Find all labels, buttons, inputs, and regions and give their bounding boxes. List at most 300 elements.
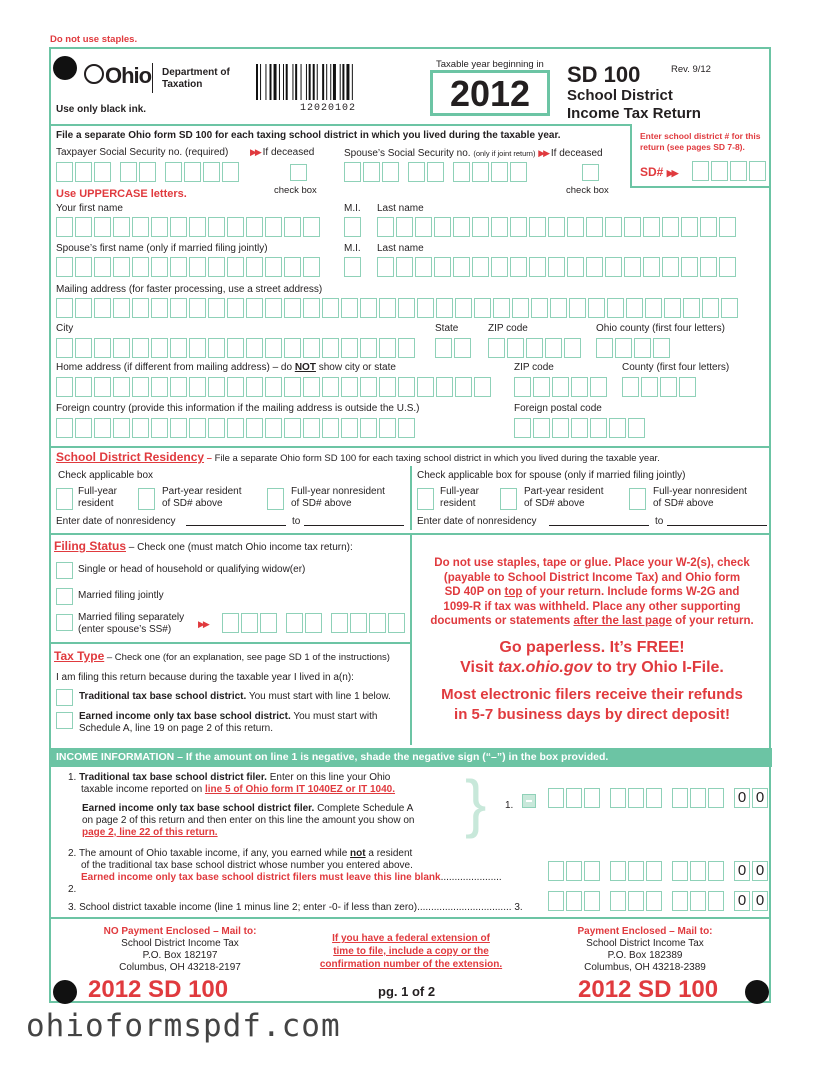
date-to-line[interactable]	[304, 525, 404, 526]
char-box[interactable]	[719, 257, 736, 277]
char-box[interactable]	[189, 338, 206, 358]
home-zip-field[interactable]	[514, 377, 609, 397]
char-box[interactable]	[75, 257, 92, 277]
char-box[interactable]	[56, 298, 73, 318]
char-box[interactable]	[360, 338, 377, 358]
char-box[interactable]	[586, 257, 603, 277]
char-box[interactable]	[427, 162, 444, 182]
line1-amount-digit[interactable]	[584, 788, 600, 808]
char-box[interactable]	[510, 162, 527, 182]
char-box[interactable]	[512, 298, 529, 318]
char-box[interactable]	[75, 217, 92, 237]
char-box[interactable]	[75, 298, 92, 318]
char-box[interactable]	[94, 418, 111, 438]
line3-amount-digit[interactable]	[628, 891, 644, 911]
char-box[interactable]	[643, 257, 660, 277]
char-box[interactable]	[398, 418, 415, 438]
char-box[interactable]	[683, 298, 700, 318]
char-box[interactable]	[529, 257, 546, 277]
char-box[interactable]	[227, 257, 244, 277]
char-box[interactable]	[360, 418, 377, 438]
char-box[interactable]	[545, 338, 562, 358]
registration-dot-bottom-right	[745, 980, 769, 1004]
line3-amount-digit[interactable]	[566, 891, 582, 911]
char-box[interactable]	[645, 298, 662, 318]
char-box[interactable]	[241, 613, 258, 633]
char-box[interactable]	[246, 217, 263, 237]
char-box[interactable]	[222, 162, 239, 182]
line1-amount-digit[interactable]	[610, 788, 626, 808]
char-box[interactable]	[641, 377, 658, 397]
char-box[interactable]	[170, 217, 187, 237]
char-box[interactable]	[170, 338, 187, 358]
char-box[interactable]	[56, 257, 73, 277]
char-box[interactable]	[151, 418, 168, 438]
char-box[interactable]	[75, 418, 92, 438]
ohio-logo: Ohio	[84, 63, 151, 89]
spouse-ssn-part2[interactable]	[408, 162, 446, 182]
char-box[interactable]	[590, 377, 607, 397]
char-box[interactable]	[94, 257, 111, 277]
char-box[interactable]	[398, 338, 415, 358]
char-box[interactable]	[609, 418, 626, 438]
negative-sign-box[interactable]	[522, 794, 536, 808]
char-box[interactable]	[507, 338, 524, 358]
line2-amount-digit[interactable]	[708, 861, 724, 881]
char-box[interactable]	[491, 162, 508, 182]
char-box[interactable]	[189, 298, 206, 318]
char-box[interactable]	[132, 257, 149, 277]
char-box[interactable]	[415, 217, 432, 237]
char-box[interactable]	[189, 217, 206, 237]
char-box[interactable]	[434, 217, 451, 237]
char-box[interactable]	[189, 377, 206, 397]
char-box[interactable]	[453, 162, 470, 182]
char-box[interactable]	[436, 377, 453, 397]
char-box[interactable]	[472, 162, 489, 182]
line2-amount-digit[interactable]	[628, 861, 644, 881]
char-box[interactable]	[474, 298, 491, 318]
char-box[interactable]	[132, 217, 149, 237]
char-box[interactable]	[265, 418, 282, 438]
char-box[interactable]	[189, 418, 206, 438]
char-box[interactable]	[360, 377, 377, 397]
char-box[interactable]	[514, 377, 531, 397]
char-box[interactable]	[284, 338, 301, 358]
char-box[interactable]	[664, 298, 681, 318]
char-box[interactable]	[379, 418, 396, 438]
char-box[interactable]	[260, 613, 277, 633]
mfj-checkbox[interactable]	[56, 588, 73, 605]
char-box[interactable]	[284, 217, 301, 237]
char-box[interactable]	[548, 257, 565, 277]
char-box[interactable]	[474, 377, 491, 397]
line2-amount-digit[interactable]	[690, 861, 706, 881]
line3-amount-digit[interactable]	[610, 891, 626, 911]
char-box[interactable]	[730, 161, 747, 181]
char-box[interactable]	[533, 377, 550, 397]
char-box[interactable]	[113, 338, 130, 358]
char-box[interactable]	[284, 377, 301, 397]
char-box[interactable]	[265, 298, 282, 318]
char-box[interactable]	[246, 338, 263, 358]
char-box[interactable]	[113, 418, 130, 438]
char-box[interactable]	[435, 338, 452, 358]
char-box[interactable]	[571, 377, 588, 397]
char-box[interactable]	[322, 377, 339, 397]
spouse-ssn-part3[interactable]	[453, 162, 529, 182]
ssn-part1[interactable]	[56, 162, 113, 182]
char-box[interactable]	[453, 217, 470, 237]
char-box[interactable]	[607, 298, 624, 318]
spouse-mi-field[interactable]	[344, 257, 363, 277]
line3-text: 3. School district taxable income (line 1 minus line 2; enter -0- if less than zero).................................. 3.	[68, 902, 523, 913]
char-box[interactable]	[491, 257, 508, 277]
char-box[interactable]	[170, 377, 187, 397]
char-box[interactable]	[491, 217, 508, 237]
char-box[interactable]	[749, 161, 766, 181]
char-box[interactable]	[284, 298, 301, 318]
char-box[interactable]	[189, 257, 206, 277]
char-box[interactable]	[222, 613, 239, 633]
taxpayer-deceased-checkbox[interactable]	[290, 164, 307, 181]
char-box[interactable]	[382, 162, 399, 182]
line1-amount-digit[interactable]	[672, 788, 688, 808]
char-box[interactable]	[417, 298, 434, 318]
spouse-last-name-field[interactable]	[377, 257, 738, 277]
char-box[interactable]	[246, 418, 263, 438]
char-box[interactable]	[721, 298, 738, 318]
char-box[interactable]	[303, 298, 320, 318]
ssn-part2[interactable]	[120, 162, 158, 182]
char-box[interactable]	[227, 217, 244, 237]
mailing-address-field[interactable]	[56, 298, 740, 318]
char-box[interactable]	[454, 338, 471, 358]
line1-amount-digit[interactable]	[690, 788, 706, 808]
char-box[interactable]	[331, 613, 348, 633]
char-box[interactable]	[700, 217, 717, 237]
char-box[interactable]	[379, 338, 396, 358]
char-box[interactable]	[586, 217, 603, 237]
char-box[interactable]	[514, 418, 531, 438]
char-box[interactable]	[170, 418, 187, 438]
char-box[interactable]	[94, 217, 111, 237]
char-box[interactable]	[681, 257, 698, 277]
spouse-nonresident-checkbox[interactable]	[629, 488, 646, 510]
char-box[interactable]	[151, 217, 168, 237]
char-box[interactable]	[569, 298, 586, 318]
char-box[interactable]	[660, 377, 677, 397]
char-box[interactable]	[227, 338, 244, 358]
char-box[interactable]	[113, 217, 130, 237]
char-box[interactable]	[567, 217, 584, 237]
char-box[interactable]	[227, 418, 244, 438]
line3-amount-digit[interactable]	[548, 891, 564, 911]
mfs-checkbox[interactable]	[56, 614, 73, 631]
char-box[interactable]	[184, 162, 201, 182]
line3-amount-digit[interactable]	[584, 891, 600, 911]
char-box[interactable]	[165, 162, 182, 182]
char-box[interactable]	[303, 418, 320, 438]
char-box[interactable]	[622, 377, 639, 397]
char-box[interactable]	[396, 217, 413, 237]
char-box[interactable]	[246, 377, 263, 397]
char-box[interactable]	[139, 162, 156, 182]
spouse-ssn-part1[interactable]	[344, 162, 401, 182]
char-box[interactable]	[388, 613, 405, 633]
nonresident-label: Full-year nonresident of SD# above	[291, 486, 385, 509]
char-box[interactable]	[628, 418, 645, 438]
foreign-postal-field[interactable]	[514, 418, 647, 438]
char-box[interactable]	[94, 298, 111, 318]
char-box[interactable]	[341, 418, 358, 438]
char-box[interactable]	[662, 257, 679, 277]
char-box[interactable]	[246, 257, 263, 277]
line2-amount-digit[interactable]	[566, 861, 582, 881]
char-box[interactable]	[379, 377, 396, 397]
char-box[interactable]	[208, 338, 225, 358]
char-box[interactable]	[369, 613, 386, 633]
char-box[interactable]	[227, 377, 244, 397]
char-box[interactable]	[398, 298, 415, 318]
char-box[interactable]	[151, 298, 168, 318]
char-box[interactable]	[692, 161, 709, 181]
char-box[interactable]	[455, 377, 472, 397]
char-box[interactable]	[626, 298, 643, 318]
mfs-ssn-part1[interactable]	[222, 613, 279, 633]
char-box[interactable]	[567, 257, 584, 277]
char-box[interactable]	[344, 257, 361, 277]
char-box[interactable]	[360, 298, 377, 318]
char-box[interactable]	[75, 377, 92, 397]
char-box[interactable]	[208, 377, 225, 397]
spouse-deceased-checkbox[interactable]	[582, 164, 599, 181]
line3-amount-digit[interactable]	[646, 891, 662, 911]
date-from-line[interactable]	[186, 525, 286, 526]
line1-amount-digit[interactable]	[646, 788, 662, 808]
char-box[interactable]	[552, 418, 569, 438]
char-box[interactable]	[564, 338, 581, 358]
char-box[interactable]	[493, 298, 510, 318]
line3-amount-digit[interactable]	[708, 891, 724, 911]
char-box[interactable]	[552, 377, 569, 397]
char-box[interactable]	[56, 418, 73, 438]
char-box[interactable]	[711, 161, 728, 181]
foreign-country-field[interactable]	[56, 418, 417, 438]
char-box[interactable]	[170, 298, 187, 318]
char-box[interactable]	[151, 257, 168, 277]
line1-amount-digit[interactable]	[708, 788, 724, 808]
char-box[interactable]	[208, 217, 225, 237]
char-box[interactable]	[56, 162, 73, 182]
char-box[interactable]	[246, 298, 263, 318]
char-box[interactable]	[596, 338, 613, 358]
char-box[interactable]	[341, 377, 358, 397]
char-box[interactable]	[379, 298, 396, 318]
char-box[interactable]	[94, 338, 111, 358]
line2-amount-digit[interactable]	[584, 861, 600, 881]
char-box[interactable]	[526, 338, 543, 358]
char-box[interactable]	[303, 257, 320, 277]
char-box[interactable]	[363, 162, 380, 182]
char-box[interactable]	[303, 217, 320, 237]
char-box[interactable]	[472, 257, 489, 277]
char-box[interactable]	[208, 298, 225, 318]
char-box[interactable]	[265, 377, 282, 397]
char-box[interactable]	[571, 418, 588, 438]
char-box[interactable]	[322, 418, 339, 438]
home-county-field[interactable]	[622, 377, 698, 397]
char-box[interactable]	[700, 257, 717, 277]
char-box[interactable]	[653, 338, 670, 358]
char-box[interactable]	[208, 418, 225, 438]
spouse-date-from-line[interactable]	[549, 525, 649, 526]
char-box[interactable]	[305, 613, 322, 633]
state-field[interactable]	[435, 338, 473, 358]
zip-field[interactable]	[488, 338, 583, 358]
char-box[interactable]	[550, 298, 567, 318]
line1-amount-digit[interactable]	[628, 788, 644, 808]
full-year-resident-checkbox[interactable]	[56, 488, 73, 510]
char-box[interactable]	[396, 257, 413, 277]
char-box[interactable]	[75, 338, 92, 358]
char-box[interactable]	[588, 298, 605, 318]
char-box[interactable]	[488, 338, 505, 358]
mfs-ssn-part3[interactable]	[331, 613, 407, 633]
char-box[interactable]	[170, 257, 187, 277]
spouse-full-year-checkbox[interactable]	[417, 488, 434, 510]
char-box[interactable]	[624, 257, 641, 277]
char-box[interactable]	[417, 377, 434, 397]
char-box[interactable]	[398, 377, 415, 397]
char-box[interactable]	[265, 338, 282, 358]
char-box[interactable]	[132, 377, 149, 397]
spouse-part-year-checkbox[interactable]	[500, 488, 517, 510]
char-box[interactable]	[75, 162, 92, 182]
line1-amount-digit[interactable]	[566, 788, 582, 808]
char-box[interactable]	[533, 418, 550, 438]
char-box[interactable]	[531, 298, 548, 318]
part-year-resident-checkbox[interactable]	[138, 488, 155, 510]
char-box[interactable]	[615, 338, 632, 358]
char-box[interactable]	[436, 298, 453, 318]
mi-field[interactable]	[344, 217, 363, 237]
char-box[interactable]	[132, 298, 149, 318]
char-box[interactable]	[453, 257, 470, 277]
char-box[interactable]	[455, 298, 472, 318]
char-box[interactable]	[56, 338, 73, 358]
char-box[interactable]	[284, 418, 301, 438]
divider	[410, 466, 412, 530]
char-box[interactable]	[303, 338, 320, 358]
char-box[interactable]	[113, 257, 130, 277]
ohio-county-field[interactable]	[596, 338, 672, 358]
char-box[interactable]	[265, 257, 282, 277]
char-box[interactable]	[719, 217, 736, 237]
line3-amount-digit[interactable]	[672, 891, 688, 911]
char-box[interactable]	[341, 298, 358, 318]
char-box[interactable]	[113, 377, 130, 397]
char-box[interactable]	[679, 377, 696, 397]
char-box[interactable]	[94, 162, 111, 182]
spouse-first-name-field[interactable]	[56, 257, 322, 277]
char-box[interactable]	[94, 377, 111, 397]
last-name-field[interactable]	[377, 217, 738, 237]
char-box[interactable]	[56, 217, 73, 237]
line2-amount-digit[interactable]	[610, 861, 626, 881]
char-box[interactable]	[377, 217, 394, 237]
barcode	[256, 64, 386, 100]
char-box[interactable]	[113, 298, 130, 318]
char-box[interactable]	[132, 418, 149, 438]
city-field[interactable]	[56, 338, 417, 358]
earned-income-checkbox[interactable]	[56, 712, 73, 729]
char-box[interactable]	[286, 613, 303, 633]
char-box[interactable]	[548, 217, 565, 237]
mfs-ssn-part2[interactable]	[286, 613, 324, 633]
char-box[interactable]	[510, 217, 527, 237]
spouse-date-to-line[interactable]	[667, 525, 767, 526]
nonresident-checkbox[interactable]	[267, 488, 284, 510]
char-box[interactable]	[408, 162, 425, 182]
char-box[interactable]	[208, 257, 225, 277]
char-box[interactable]	[227, 298, 244, 318]
char-box[interactable]	[643, 217, 660, 237]
char-box[interactable]	[510, 257, 527, 277]
char-box[interactable]	[322, 298, 339, 318]
first-name-field[interactable]	[56, 217, 322, 237]
char-box[interactable]	[151, 338, 168, 358]
char-box[interactable]	[529, 217, 546, 237]
char-box[interactable]	[590, 418, 607, 438]
char-box[interactable]	[344, 217, 361, 237]
char-box[interactable]	[203, 162, 220, 182]
char-box[interactable]	[434, 257, 451, 277]
home-address-field[interactable]	[56, 377, 493, 397]
char-box[interactable]	[605, 257, 622, 277]
line2-amount-digit[interactable]	[646, 861, 662, 881]
char-box[interactable]	[415, 257, 432, 277]
char-box[interactable]	[702, 298, 719, 318]
char-box[interactable]	[605, 217, 622, 237]
traditional-checkbox[interactable]	[56, 689, 73, 706]
char-box[interactable]	[322, 338, 339, 358]
sd-number-field[interactable]	[692, 161, 768, 181]
char-box[interactable]	[681, 217, 698, 237]
char-box[interactable]	[120, 162, 137, 182]
single-checkbox[interactable]	[56, 562, 73, 579]
char-box[interactable]	[472, 217, 489, 237]
char-box[interactable]	[350, 613, 367, 633]
char-box[interactable]	[341, 338, 358, 358]
char-box[interactable]	[662, 217, 679, 237]
ssn-part3[interactable]	[165, 162, 241, 182]
char-box[interactable]	[56, 377, 73, 397]
char-box[interactable]	[634, 338, 651, 358]
char-box[interactable]	[284, 257, 301, 277]
char-box[interactable]	[303, 377, 320, 397]
char-box[interactable]	[132, 338, 149, 358]
line3-amount-digit[interactable]	[690, 891, 706, 911]
char-box[interactable]	[377, 257, 394, 277]
char-box[interactable]	[151, 377, 168, 397]
char-box[interactable]	[265, 217, 282, 237]
char-box[interactable]	[344, 162, 361, 182]
line2-amount-digit[interactable]	[548, 861, 564, 881]
line1-amount-digit[interactable]	[548, 788, 564, 808]
line2-amount-digit[interactable]	[672, 861, 688, 881]
char-box[interactable]	[624, 217, 641, 237]
